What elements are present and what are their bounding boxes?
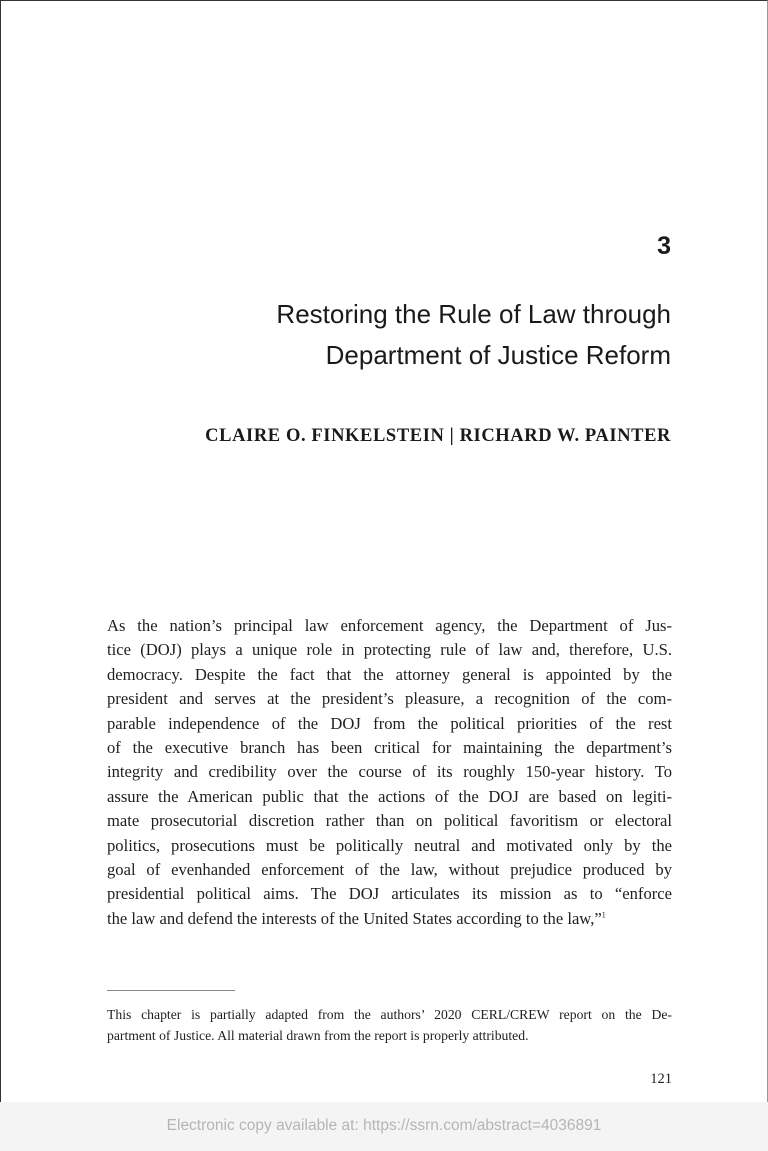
body-line: integrity and credibility over the course of its roughly 150-year history. To xyxy=(107,762,672,782)
body-line: parable independence of the DOJ from the political priorities of the rest xyxy=(107,713,672,733)
body-line-text: the law and defend the interests of the United States according to the law,” xyxy=(107,908,602,928)
body-line: politics, prosecutions must be politically neutral and motivated only by the xyxy=(107,835,672,855)
body-line-last xyxy=(107,907,672,931)
chapter-number: 3 xyxy=(657,232,671,260)
body-line: democracy. Despite the fact that the attorney general is appointed by the xyxy=(107,664,672,684)
chapter-title-line: Department of Justice Reform xyxy=(325,340,671,370)
chapter-title-line: Restoring the Rule of Law through xyxy=(276,299,671,329)
footnote-line: This chapter is partially adapted from the authors’ 2020 CERL/CREW report on the De- xyxy=(107,1007,672,1022)
body-line: tice (DOJ) plays a unique role in protecting rule of law and, therefore, U.S. xyxy=(107,640,672,660)
body-line: As the nation’s principal law enforcement agency, the Department of Jus- xyxy=(107,616,672,635)
footnote xyxy=(107,1004,672,1046)
ssrn-notice[interactable]: Electronic copy available at: https://ssrn.com/abstract=4036891 xyxy=(166,1117,602,1134)
body-line: mate prosecutorial discretion rather than on political favoritism or electoral xyxy=(107,811,672,831)
chapter-authors: CLAIRE O. FINKELSTEIN | RICHARD W. PAINTER xyxy=(205,426,671,446)
footnote-line: partment of Justice. All material drawn from the report is properly attributed. xyxy=(107,1028,529,1043)
body-line: assure the American public that the actions of the DOJ are based on legiti- xyxy=(107,786,672,806)
chapter-title xyxy=(151,294,671,376)
footnote-divider xyxy=(107,990,235,991)
page-number: 121 xyxy=(650,1071,672,1087)
body-line: presidential political aims. The DOJ articulates its mission as to “enforce xyxy=(107,884,672,904)
body-line: of the executive branch has been critical for maintaining the department’s xyxy=(107,737,672,757)
body-line: goal of evenhanded enforcement of the law, without prejudice produced by xyxy=(107,859,672,879)
footnote-marker[interactable]: 1 xyxy=(601,910,606,920)
body-paragraph xyxy=(107,614,672,931)
body-line: president and serves at the president’s pleasure, a recognition of the com- xyxy=(107,689,672,709)
